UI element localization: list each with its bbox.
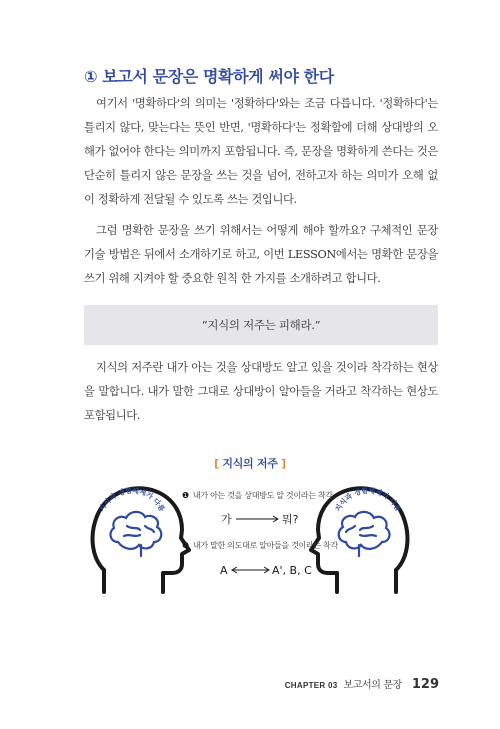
item2-right-word: A', B, C (272, 564, 312, 577)
section-heading: ① 보고서 문장은 명확하게 써야 한다 (84, 67, 334, 86)
item2-text: 내가 말한 의도대로 알아들을 것이라는 착각 (193, 541, 338, 550)
item2-double-arrow-icon (232, 567, 269, 573)
item2-left-word: A (220, 564, 228, 577)
page-footer (285, 676, 439, 692)
curse-of-knowledge-figure (0, 470, 500, 610)
page-number: 129 (411, 677, 439, 692)
chapter-label: CHAPTER 03 (284, 681, 338, 690)
paragraph-text: 그럼 명확한 문장을 쓰기 위해서는 어떻게 해야 할까요? 구체적인 문장 기술 방법은 뒤에서 소개하기로 하고, 이번 LESSON에서는 명확한 문장을 쓰기 위해 지켜야 할 중요한 원칙 한 가지를 소개하려고 합니다. (84, 224, 438, 285)
paragraph-meaning (84, 92, 438, 212)
item1-text: 내가 아는 것을 상대방도 알 것이라는 착각 (193, 491, 333, 500)
figure-title (0, 455, 500, 471)
right-head-label: 지식과 경험체계가 다름 (334, 486, 402, 513)
figure-title-text: 지식의 저주 (222, 457, 278, 470)
item1-number: ❶ (182, 491, 190, 500)
item1-right-word: 뭐? (282, 513, 299, 526)
principle-quote: “지식의 저주는 피해라.” (201, 318, 321, 332)
paragraph-text: 지식의 저주란 내가 아는 것을 상대방도 알고 있을 것이라 착각하는 현상을 말합니다. 내가 말한 그대로 상대방이 알아들을 거라고 착각하는 현상도 포함됩니다. (84, 361, 438, 422)
principle-quote-box (84, 305, 438, 345)
left-brain-icon (111, 512, 162, 556)
item1-left-word: 가 (221, 513, 232, 526)
figure-title-open-bracket: [ (214, 457, 219, 470)
paragraph-method (84, 219, 438, 291)
figure-title-close-bracket: ] (281, 457, 286, 470)
paragraph-curse-definition (84, 356, 438, 428)
right-brain-icon (339, 512, 390, 556)
item2-number: ❷ (182, 541, 190, 550)
section-label: 보고서의 문장 (343, 680, 402, 691)
paragraph-text: 여기서 '명확하다'의 의미는 '정확하다'와는 조금 다릅니다. '정확하다'는 틀리지 않다, 맞는다는 뜻인 반면, '명확하다'는 정확함에 더해 상대방의 오해가 없어야 한다는 의미까지 포함됩니다. 즉, 문장을 명확하게 쓴다는 것은 단순히 틀리지 않은 문장을 쓰는 것을 넘어, 전하고자 하는 의미가 오해 없이 정확하게 전달될 수 있도록 쓰는 것입니다. (84, 97, 438, 206)
item1-arrow-icon (236, 516, 278, 522)
left-head-label: 지식과 경험체계가 다름 (98, 486, 166, 513)
